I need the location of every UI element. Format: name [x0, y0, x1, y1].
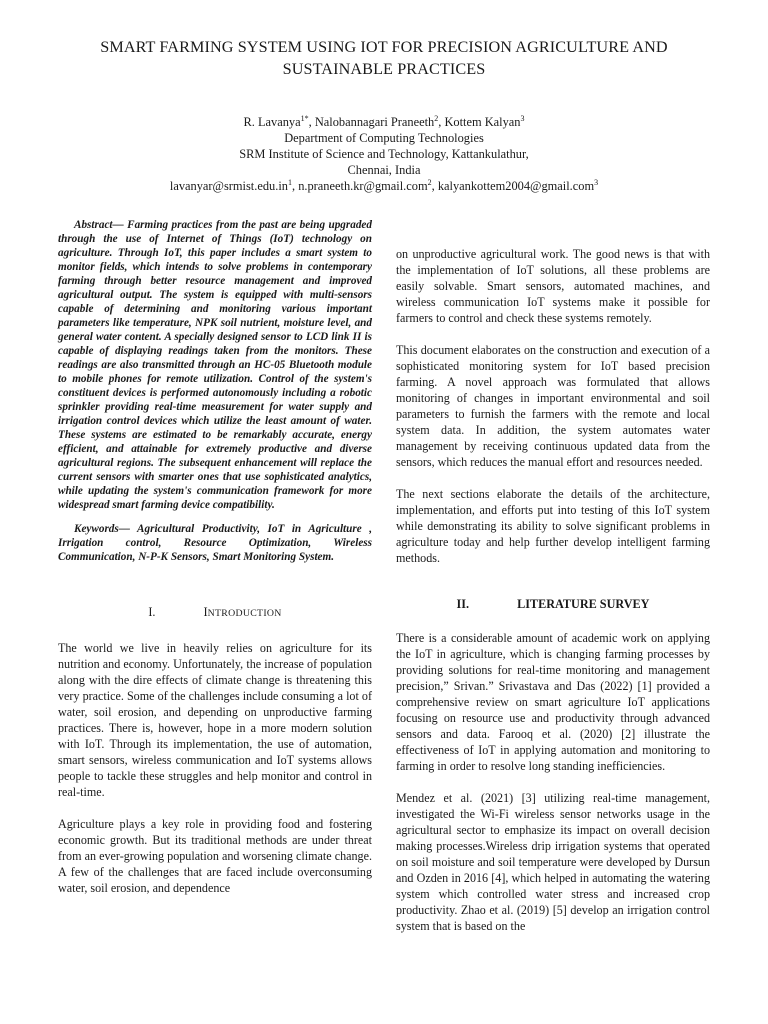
body-paragraph: There is a considerable amount of academic work on applying the IoT in agriculture, which is changing farming processes by providing solutions for real-time monitoring and management precision,” Srivan.” Srivastava and Das (2022) [1] provided a comprehensive review on smart agriculture IoT applications focusing on resource use and productivity through advanced sensors and data. Farooq et al. (2020) [2] illustrate the effectiveness of IoT in applying automation and monitoring to farming in order to resolve long standing inefficiencies. [396, 631, 710, 773]
section-heading-introduction [58, 604, 372, 622]
author-email: lavanyar@srmist.edu.in [169, 179, 288, 193]
author-name: Kottem Kalyan [444, 115, 521, 129]
paper-title: SMART FARMING SYSTEM USING IOT FOR PRECISION AGRICULTURE AND SUSTAINABLE PRACTICES [100, 38, 668, 78]
author-institute: SRM Institute of Science and Technology, Kattankulathur, [239, 147, 529, 161]
left-column [58, 218, 372, 934]
section-title: LITERATURE SURVEY [517, 597, 650, 611]
section-heading-literature-survey [396, 596, 710, 612]
body-paragraph: Agriculture plays a key role in providing food and fostering economic growth. But its traditional methods are under threat from an ever-growing population and worsening climate change. A few of the challenges that are faced include overconsuming water, soil erosion, and dependence [58, 817, 372, 895]
email-mark: 3 [594, 177, 599, 187]
author-department: Department of Computing Technologies [284, 131, 484, 145]
two-column-body [58, 218, 710, 934]
section-number: II. [456, 597, 470, 611]
author-affiliation-mark: 1* [300, 113, 309, 123]
email-mark: 2 [427, 177, 432, 187]
body-paragraph: The next sections elaborate the details of the architecture, implementation, and efforts put into testing of this IoT system while demonstrating its ability to solve significant problems in agriculture today and help further develop intelligent farming methods. [396, 487, 710, 565]
body-paragraph: The world we live in heavily relies on agriculture for its nutrition and economy. Unfortunately, the increase of population along with the dire effects of climate change is threatening this very practice. Some of the challenges include consuming a lot of water, soil erosion, and depending on unproductive farming practices. There is, however, hope in a more modern solution with IoT. Through its implementation, the use of automation, smart sensors, wireless communication and IoT systems allows people to tackle these struggles and help monitor and control in real-time. [58, 641, 372, 799]
abstract [58, 218, 372, 564]
right-column [396, 218, 710, 934]
abstract-text: Farming practices from the past are being upgraded through the use of Internet of Things (IoT) technology on agriculture. Through IoT, this paper includes a smart system to monitor fields, which intends to solve problems in contemporary farming through better resource management and improved agricultural output. The system is equipped with multi-sensors capable of determining and monitoring various important parameters like temperature, NPK soil nutrient, moisture level, and general water content. A specially designed sensor to LCD link II is capable of displaying readings taken from the monitors. These readings are also transmitted through an HC-05 Bluetooth module to mobile phones for remote utilization. Control of the system's constituent devices is performed autonomously including a robotic sprinkler providing real-time measurement for water supply and irrigation control devices which utilize the least amount of water. These systems are estimated to be remarkably accurate, energy efficient, and attainable for extremely productive and diverse agricultural regions. The subsequent enhancement will replace the current sensors with smarter ones that use sophisticated analytics, while updating the system's communication framework for more widespread smart farming device compatibility. [58, 219, 372, 511]
author-block [58, 114, 710, 194]
body-paragraph: on unproductive agricultural work. The good news is that with the implementation of IoT solutions, all these problems are easily solvable. Smart sensors, automated machines, and wireless communication IoT systems make it possible for farmers to control and check these systems remotely. [396, 247, 710, 325]
body-paragraph: This document elaborates on the construction and execution of a sophisticated monitoring system for IoT based precision farming. A novel approach was formulated that allows monitoring of changes in important environmental and soil parameters to furnish the farmers with the remote and local system data. In addition, the system automates water management by receiving continuous updated data from the sensors, which reduces the manual effort and resources needed. [396, 343, 710, 469]
author-emails: $lavanyar@srmist.edu.in^1$, n.praneeth.kr@gmail.com$^2$, kalyankottem2004@gmail.com$^3$ [169, 177, 599, 193]
author-names: R. Lavanya$^{1*}$, Nalobannagari Praneeth$^2$, Kottem Kalyan$^3$ [243, 113, 525, 129]
abstract-paragraph [58, 218, 372, 512]
keywords-text: Agricultural Productivity, IoT in Agriculture , Irrigation control, Resource Optimization, Wireless Communication, N-P-K Sensors, Smart Monitoring System. [58, 523, 372, 563]
abstract-label: Abstract— [74, 219, 124, 231]
keywords-paragraph [58, 522, 372, 564]
section-number: I. [148, 605, 156, 619]
keywords-label: Keywords— [74, 523, 130, 535]
author-name: R. Lavanya [243, 115, 301, 129]
author-affiliation-mark: 3 [520, 113, 525, 123]
author-affiliation-mark: 2 [434, 113, 439, 123]
author-email: n.praneeth.kr@gmail.com [298, 179, 428, 193]
author-name: Nalobannagari Praneeth [314, 115, 435, 129]
section-title: INTRODUCTION [203, 605, 282, 619]
body-paragraph: Mendez et al. (2021) [3] utilizing real-time management, investigated the Wi-Fi wireless sensor networks usage in the agricultural sector to emphasize its impact on overall decision making processes.Wireless drip irrigation systems that operated on soil moisture and soil temperature were developed by Dursun and Ozden in 2016 [4], which helped in automating the watering system which controlled water stress and increased crop productivity. Zhao et al. (2019) [5] develop an irrigation control system that is based on the [396, 791, 710, 933]
author-email: kalyankottem2004@gmail.com [437, 179, 595, 193]
author-location: Chennai, India [347, 163, 421, 177]
email-mark: 1 [287, 177, 292, 187]
